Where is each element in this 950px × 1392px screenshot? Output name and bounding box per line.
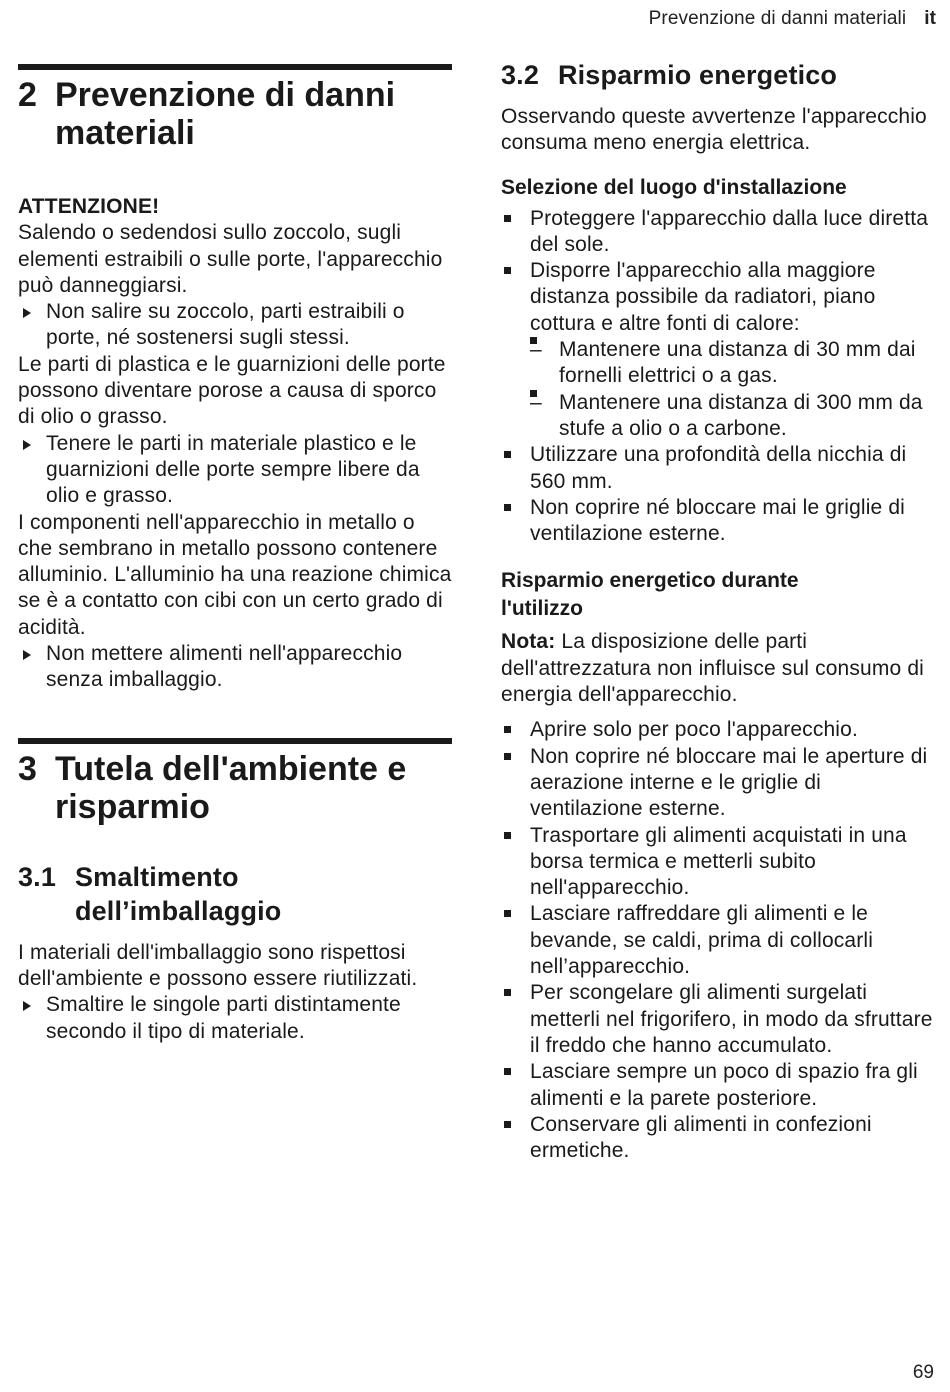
page-number: 69 — [912, 1362, 934, 1383]
header-title: Prevenzione di danni materiali — [648, 8, 907, 29]
list-item: Proteggere l'apparecchio dalla luce diretta del sole. — [501, 206, 939, 259]
warning-title: ATTENZIONE! — [18, 195, 160, 218]
section-title: Prevenzione di danni materiali — [55, 76, 396, 152]
section-number: 2 — [18, 76, 37, 114]
subsection-number: 3.2 — [501, 60, 539, 90]
step-list — [18, 641, 452, 694]
right-column — [501, 58, 939, 1164]
list-item: Non coprire né bloccare mai le griglie di ventilazione esterne. — [501, 495, 939, 548]
list-item: Per scongelare gli alimenti surgelati metterli nel frigorifero, in modo da sfruttare il freddo che hanno accumulato. — [501, 980, 939, 1059]
step-item: Tenere le parti in materiale plastico e le guarnizioni delle porte sempre libere da olio e grasso. — [18, 431, 452, 510]
running-header — [649, 8, 936, 30]
list-item: Lasciare raffreddare gli alimenti e le bevande, se caldi, prima di collocarli nell’apparecchio. — [501, 901, 939, 980]
note-text: La disposizione delle parti dell'attrezzatura non influisce sul consumo di energia dell'apparecchio. — [501, 630, 924, 707]
bullet-list — [501, 717, 939, 1164]
note-paragraph — [501, 629, 939, 708]
language-code: it — [924, 8, 936, 29]
step-item: Non salire su zoccolo, parti estraibili o porte, né sostenersi sugli stessi. — [18, 299, 452, 352]
warning-paragraph: I componenti nell'apparecchio in metallo o che sembrano in metallo possono contenere alluminio. L'alluminio ha una reazione chimica se è a contatto con cibi con un certo grado di acidità. — [18, 510, 452, 639]
subsection-3-1-heading — [18, 860, 452, 928]
left-column — [18, 56, 452, 1045]
step-list — [18, 299, 452, 352]
paragraph: Osservando queste avvertenze l'apparecchio consuma meno energia elettrica. — [501, 105, 927, 155]
note-label: Nota: — [501, 630, 556, 654]
subsection-title: Smaltimento dell’imballaggio — [75, 861, 282, 926]
subsection-3-2-heading — [501, 58, 939, 92]
list-item — [501, 258, 939, 442]
topic-heading: Risparmio energetico durante l'utilizzo — [501, 569, 799, 621]
step-list — [18, 992, 452, 1045]
topic-heading: Selezione del luogo d'installazione — [501, 175, 847, 199]
section-2-heading — [18, 76, 452, 152]
warning-paragraph: Salendo o sedendosi sullo zoccolo, sugli elementi estraibili o sulle porte, l'apparecchio può danneggiarsi. — [18, 221, 443, 297]
section-rule — [18, 64, 452, 70]
bullet-list — [501, 206, 939, 548]
list-item: Lasciare sempre un poco di spazio fra gli alimenti e la parete posteriore. — [501, 1059, 939, 1112]
list-item: Non coprire né bloccare mai le aperture di aerazione interne e le griglie di ventilazione esterne. — [501, 744, 939, 823]
subsection-number: 3.1 — [18, 861, 56, 892]
subsection-title: Risparmio energetico — [558, 60, 838, 90]
step-item: Smaltire le singole parti distintamente secondo il tipo di materiale. — [18, 992, 452, 1045]
warning-paragraph: Le parti di plastica e le guarnizioni delle porte possono diventare porose a causa di sporco di olio o grasso. — [18, 352, 446, 429]
dash-item: – Mantenere una distanza di 300 mm da stufe a olio o a carbone. — [530, 390, 939, 443]
section-number: 3 — [18, 749, 37, 788]
section-rule — [18, 738, 452, 744]
list-item: Conservare gli alimenti in confezioni ermetiche. — [501, 1112, 939, 1165]
section-title: Tutela dell'ambiente e risparmio — [55, 749, 407, 826]
list-item: Trasportare gli alimenti acquistati in una borsa termica e metterli subito nell'apparecchio. — [501, 823, 939, 902]
paragraph: I materiali dell'imballaggio sono rispettosi dell'ambiente e possono essere riutilizzati. — [18, 940, 418, 990]
list-item: Aprire solo per poco l'apparecchio. — [501, 717, 939, 743]
step-item: Non mettere alimenti nell'apparecchio senza imballaggio. — [18, 641, 452, 694]
step-list — [18, 431, 452, 510]
dash-item: – Mantenere una distanza di 30 mm dai fornelli elettrici o a gas. — [530, 337, 939, 390]
list-item: Utilizzare una profondità della nicchia di 560 mm. — [501, 442, 939, 495]
dash-list — [530, 337, 939, 442]
list-item-text: Disporre l'apparecchio alla maggiore distanza possibile da radiatori, piano cottura e altre fonti di calore: — [530, 259, 876, 335]
section-3-heading — [18, 750, 452, 826]
